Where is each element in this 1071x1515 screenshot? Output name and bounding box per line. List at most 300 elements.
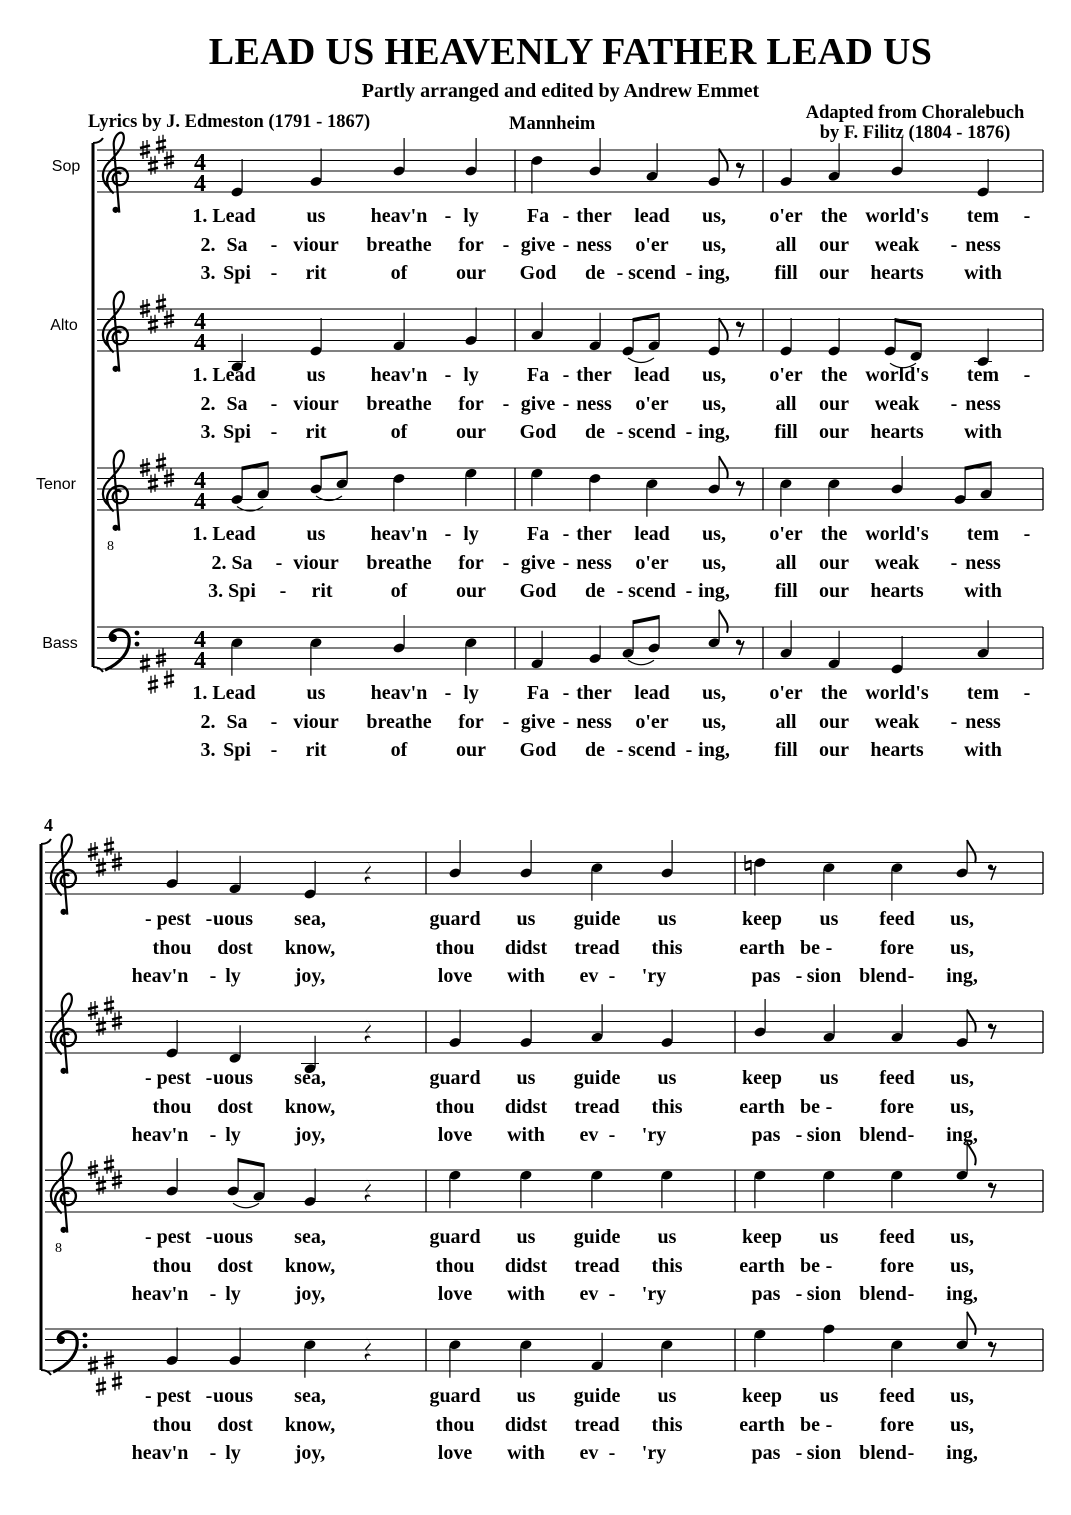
lyric-syllable: earth <box>739 1095 785 1118</box>
lyric-syllable: us <box>306 205 326 227</box>
lyric-syllable: 3. <box>200 421 216 443</box>
lyric-syllable: tem <box>966 364 1000 386</box>
lyric-syllable: - <box>608 965 616 987</box>
lyric-syllable: all <box>775 233 797 256</box>
time-signature-bottom: 4 <box>194 330 206 356</box>
lyric-syllable: - <box>270 739 278 761</box>
lyric-syllable: o'er <box>769 682 803 704</box>
lyric-syllable: blend <box>859 1283 907 1305</box>
lyric-syllable: - <box>502 392 510 415</box>
lyric-syllable: - <box>562 392 570 415</box>
sharp-icon <box>96 1176 106 1195</box>
lyric-syllable: love <box>437 965 473 987</box>
lyric-syllable: be <box>800 1413 820 1436</box>
lyric-syllable: dost <box>217 936 253 959</box>
lyric-syllable: keep <box>742 1226 782 1248</box>
lyric-syllable: - pest <box>144 1067 192 1089</box>
lyric-syllable: sion <box>806 965 842 987</box>
lyric-syllable: - <box>950 392 958 415</box>
lyric-syllable: our <box>819 580 849 602</box>
lyric-syllable: ther <box>576 682 612 704</box>
lyric-syllable: this <box>651 936 683 959</box>
eighth-rest-icon <box>736 162 744 178</box>
lyric-syllable: ing, <box>698 262 730 284</box>
lyric-syllable: sion <box>806 1283 842 1305</box>
lyric-syllable: - <box>907 965 915 987</box>
lyric-syllable: know, <box>284 1413 336 1436</box>
lyric-syllable: didst <box>504 936 548 959</box>
lyric-syllable: joy, <box>294 965 326 987</box>
slur <box>233 1203 259 1208</box>
lyric-syllable: weak <box>874 710 920 733</box>
sharp-icon <box>148 315 158 334</box>
lyric-syllable: be <box>800 1095 820 1118</box>
lyric-syllable: 1. Lead <box>192 364 256 386</box>
lyric-syllable: o'er <box>635 392 669 415</box>
lyric-syllable: scend <box>628 421 676 443</box>
lyric-syllable: us <box>657 1067 677 1089</box>
lyric-syllable: earth <box>739 1413 785 1436</box>
lyric-syllable: 'ry <box>641 1124 667 1146</box>
treble-clef-icon <box>103 451 128 531</box>
lyric-syllable: joy, <box>294 1124 326 1146</box>
note-beam <box>238 1158 264 1167</box>
lyric-syllable: ing, <box>946 965 978 987</box>
lyric-syllable: guide <box>573 1067 621 1089</box>
lyric-syllable: sion <box>806 1442 842 1464</box>
eighth-rest-icon <box>988 1182 996 1198</box>
lyric-syllable: thou <box>435 936 475 959</box>
lyric-syllable: viour <box>293 233 339 256</box>
lyric-syllable: - <box>616 262 624 284</box>
quarter-rest-icon <box>365 860 371 884</box>
lyric-syllable: with <box>507 1124 545 1146</box>
lyric-syllable: our <box>456 580 486 602</box>
lyric-syllable: thou <box>435 1095 475 1118</box>
lyric-syllable: us <box>516 1385 536 1407</box>
lyric-syllable: love <box>437 1124 473 1146</box>
treble-clef-icon <box>51 835 76 915</box>
time-signature-top: 4 <box>194 150 206 176</box>
lyric-syllable: ly <box>225 1283 241 1305</box>
lyric-syllable: of <box>390 421 408 443</box>
lyric-syllable: sion <box>806 1124 842 1146</box>
lyric-syllable: weak <box>874 392 920 415</box>
lyric-syllable: thou <box>152 1413 192 1436</box>
lyric-syllable: ly <box>225 1442 241 1464</box>
lyric-syllable: guard <box>429 1385 481 1407</box>
eighth-rest-icon <box>988 1023 996 1039</box>
lyric-syllable: 2. <box>200 710 216 733</box>
lyric-syllable: lead <box>634 682 670 704</box>
lyric-syllable: heav'n <box>370 682 428 704</box>
lyric-syllable: ly <box>463 682 479 704</box>
lyric-syllable: fore <box>879 1413 915 1436</box>
lyric-syllable: - pest <box>144 1385 192 1407</box>
lyric-syllable: ing, <box>946 1124 978 1146</box>
lyric-syllable: pas <box>751 1442 781 1464</box>
lyric-syllable: sea, <box>294 1226 326 1248</box>
part-label-tenor: Tenor <box>35 476 77 493</box>
sharp-icon <box>140 654 150 673</box>
lyric-syllable: - <box>275 551 283 574</box>
treble-clef-icon <box>103 292 128 372</box>
lyric-syllable: - <box>795 1283 803 1305</box>
lyric-syllable: fill <box>774 580 798 602</box>
lyric-syllable: Sa <box>226 392 248 415</box>
lyric-syllable: us <box>657 1226 677 1248</box>
lyric-syllable: Fa <box>526 205 550 227</box>
natural-icon <box>745 855 751 875</box>
lyric-syllable: - <box>907 1442 915 1464</box>
lyric-syllable: for <box>458 233 484 256</box>
lyric-syllable: de <box>585 580 605 602</box>
lyric-syllable: ly <box>225 965 241 987</box>
lyric-syllable: 3. Spi <box>208 580 256 602</box>
lyric-syllable: us, <box>950 936 974 959</box>
lyric-syllable: - <box>205 1226 213 1248</box>
lyric-syllable: viour <box>293 710 339 733</box>
lyric-syllable: us, <box>702 523 726 545</box>
lyric-syllable: know, <box>284 1095 336 1118</box>
lyric-syllable: hearts <box>870 739 924 761</box>
lyricist-credit: Lyrics by J. Edmeston (1791 - 1867) <box>88 112 371 132</box>
lyric-syllable: tem <box>966 205 1000 227</box>
lyric-syllable: our <box>819 421 849 443</box>
time-signature-bottom: 4 <box>194 489 206 515</box>
lyric-syllable: fore <box>879 1254 915 1277</box>
tune-name: Mannheim <box>509 114 596 134</box>
lyric-syllable: keep <box>742 1385 782 1407</box>
lyric-syllable: us <box>657 908 677 930</box>
lyric-syllable: lead <box>634 523 670 545</box>
lyric-syllable: God <box>519 580 557 602</box>
lyric-syllable: all <box>775 392 797 415</box>
sharp-icon <box>96 1377 106 1396</box>
lyric-syllable: us <box>306 523 326 545</box>
lyric-syllable: weak <box>874 233 920 256</box>
quarter-rest-icon <box>365 1337 371 1361</box>
lyric-syllable: - <box>502 551 510 574</box>
lyric-syllable: - <box>444 523 452 545</box>
lyric-syllable: - <box>444 682 452 704</box>
lyric-syllable: didst <box>504 1413 548 1436</box>
lyric-syllable: o'er <box>635 233 669 256</box>
lyric-syllable: - <box>270 262 278 284</box>
lyric-syllable: breathe <box>366 551 432 574</box>
lyric-syllable: for <box>458 710 484 733</box>
lyric-syllable: keep <box>742 908 782 930</box>
lyric-syllable: - <box>616 739 624 761</box>
time-signature-top: 4 <box>194 627 206 653</box>
lyric-syllable: 2. Sa <box>211 551 253 574</box>
lyric-syllable: heav'n <box>370 205 428 227</box>
note-flag <box>967 1312 976 1335</box>
lyric-syllable: us, <box>702 710 726 733</box>
lyric-syllable: - <box>444 364 452 386</box>
lyric-syllable: rit <box>305 739 327 761</box>
bracket-hook <box>41 839 51 844</box>
lyric-syllable: 'ry <box>641 1442 667 1464</box>
lyric-syllable: pas <box>751 1283 781 1305</box>
lyric-syllable: 1. Lead <box>192 205 256 227</box>
note-beam <box>242 461 268 470</box>
quarter-rest-icon <box>365 1178 371 1202</box>
composer-line-2: by F. Filitz (1804 - 1876) <box>819 123 1011 143</box>
lyric-syllable: ly <box>463 364 479 386</box>
lyric-syllable: us <box>306 364 326 386</box>
lyric-syllable: Spi <box>223 739 251 761</box>
lyric-syllable: us, <box>950 1254 974 1277</box>
lyric-syllable: ly <box>225 1124 241 1146</box>
lyric-syllable: our <box>819 710 849 733</box>
note-beam <box>321 451 347 460</box>
lyric-syllable: tem <box>966 523 1000 545</box>
lyric-syllable: us <box>819 1067 839 1089</box>
lyric-syllable: fore <box>879 1095 915 1118</box>
lyric-syllable: ness <box>576 233 612 256</box>
lyric-syllable: rit <box>305 262 327 284</box>
lyric-syllable: heav'n <box>131 1442 189 1464</box>
lyric-syllable: us <box>819 908 839 930</box>
lyric-syllable: us <box>516 908 536 930</box>
eighth-rest-icon <box>736 639 744 655</box>
lyric-syllable: with <box>507 965 545 987</box>
lyric-syllable: tread <box>574 1254 620 1277</box>
lyric-syllable: - <box>825 1254 833 1277</box>
lyric-syllable: ness <box>965 233 1001 256</box>
lyric-syllable: guide <box>573 1385 621 1407</box>
lyric-syllable: - <box>270 392 278 415</box>
lyric-syllable: us <box>516 1226 536 1248</box>
lyric-syllable: give <box>520 233 556 256</box>
lyric-syllable: us <box>516 1067 536 1089</box>
lyric-syllable: heav'n <box>370 364 428 386</box>
lyric-syllable: de <box>585 421 605 443</box>
lyric-syllable: dost <box>217 1413 253 1436</box>
lyric-syllable: o'er <box>635 710 669 733</box>
lyric-syllable: the <box>820 523 848 545</box>
lyric-syllable: Fa <box>526 682 550 704</box>
lyric-syllable: 2. <box>200 392 216 415</box>
lyric-syllable: guide <box>573 908 621 930</box>
lyric-syllable: - <box>685 739 693 761</box>
lyric-syllable: - <box>950 710 958 733</box>
lyric-syllable: for <box>458 392 484 415</box>
lyric-syllable: - <box>502 710 510 733</box>
lyric-syllable: of <box>390 739 408 761</box>
lyric-syllable: with <box>507 1442 545 1464</box>
lyric-syllable: keep <box>742 1067 782 1089</box>
lyric-syllable: with <box>964 421 1002 443</box>
lyric-syllable: ness <box>965 392 1001 415</box>
lyric-syllable: - <box>685 262 693 284</box>
lyric-syllable: - <box>685 421 693 443</box>
lyric-syllable: uous <box>212 1385 254 1407</box>
composer-line-1: Adapted from Choralebuch <box>805 103 1025 123</box>
sharp-icon <box>104 1155 114 1174</box>
lyric-syllable: give <box>520 710 556 733</box>
lyric-syllable: - <box>616 421 624 443</box>
sharp-icon <box>104 837 114 856</box>
lyric-syllable: ing, <box>946 1442 978 1464</box>
sharp-icon <box>148 474 158 493</box>
lyric-syllable: rit <box>311 580 333 602</box>
lyric-syllable: earth <box>739 1254 785 1277</box>
eighth-rest-icon <box>988 1341 996 1357</box>
lyric-syllable: ly <box>463 523 479 545</box>
lyric-syllable: pas <box>751 1124 781 1146</box>
lyric-syllable: - <box>279 580 287 602</box>
octave-mark: 8 <box>55 1241 62 1256</box>
lyric-syllable: - <box>950 233 958 256</box>
lyric-syllable: de <box>585 262 605 284</box>
lyric-syllable: ing, <box>698 739 730 761</box>
slur <box>628 358 654 363</box>
sharp-icon <box>104 996 114 1015</box>
lyric-syllable: didst <box>504 1095 548 1118</box>
lyric-syllable: ev <box>579 1283 599 1305</box>
lyric-syllable: - pest <box>144 1226 192 1248</box>
treble-clef-icon <box>51 994 76 1074</box>
quarter-rest-icon <box>365 1019 371 1043</box>
lyric-syllable: tem <box>966 682 1000 704</box>
lyric-syllable: ing, <box>946 1283 978 1305</box>
lyric-syllable: joy, <box>294 1442 326 1464</box>
lyric-syllable: - <box>209 1442 217 1464</box>
lyric-syllable: us, <box>702 233 726 256</box>
lyric-syllable: be <box>800 936 820 959</box>
lyric-syllable: our <box>819 233 849 256</box>
lyric-syllable: - <box>205 1385 213 1407</box>
lyric-syllable: for <box>458 551 484 574</box>
lyric-syllable: blend <box>859 1442 907 1464</box>
lyric-syllable: God <box>519 262 557 284</box>
lyric-syllable: - <box>907 1124 915 1146</box>
arranger-credit: Partly arranged and edited by Andrew Emmet <box>361 80 760 102</box>
lyric-syllable: us, <box>950 1413 974 1436</box>
lyric-syllable: - <box>205 908 213 930</box>
lyric-syllable: Spi <box>223 262 251 284</box>
lyric-syllable: this <box>651 1254 683 1277</box>
lyric-syllable: - <box>1023 364 1031 386</box>
lyric-syllable: give <box>520 392 556 415</box>
lyric-syllable: viour <box>293 392 339 415</box>
lyric-syllable: o'er <box>635 551 669 574</box>
lyric-syllable: - <box>616 580 624 602</box>
sharp-icon <box>148 156 158 175</box>
lyric-syllable: 1. Lead <box>192 682 256 704</box>
lyric-syllable: - <box>608 1124 616 1146</box>
lyric-syllable: - <box>270 233 278 256</box>
lyric-syllable: us, <box>702 392 726 415</box>
lyric-syllable: this <box>651 1095 683 1118</box>
lyric-syllable: guide <box>573 1226 621 1248</box>
time-signature-top: 4 <box>194 468 206 494</box>
lyric-syllable: joy, <box>294 1283 326 1305</box>
lyric-syllable: ev <box>579 1124 599 1146</box>
lyric-syllable: o'er <box>769 523 803 545</box>
lyric-syllable: with <box>964 739 1002 761</box>
lyric-syllable: God <box>519 739 557 761</box>
lyric-syllable: - <box>209 965 217 987</box>
lyric-syllable: scend <box>628 739 676 761</box>
lyric-syllable: world's <box>865 205 929 227</box>
lyric-syllable: heav'n <box>131 1283 189 1305</box>
lyric-syllable: know, <box>284 936 336 959</box>
lyric-syllable: Sa <box>226 710 248 733</box>
lyric-syllable: feed <box>879 908 915 930</box>
bass-clef-icon <box>105 630 139 670</box>
lyric-syllable: know, <box>284 1254 336 1277</box>
lyric-syllable: tread <box>574 1095 620 1118</box>
lyric-syllable: God <box>519 421 557 443</box>
lyric-syllable: - <box>907 1283 915 1305</box>
lyric-syllable: scend <box>628 580 676 602</box>
bass-clef-icon <box>53 1332 87 1372</box>
lyric-syllable: world's <box>865 682 929 704</box>
lyric-syllable: world's <box>865 523 929 545</box>
lyric-syllable: - <box>1023 523 1031 545</box>
lyric-syllable: - <box>562 551 570 574</box>
lyric-syllable: - <box>270 710 278 733</box>
lyric-syllable: o'er <box>769 364 803 386</box>
lyric-syllable: - pest <box>144 908 192 930</box>
eighth-rest-icon <box>988 864 996 880</box>
lyric-syllable: thou <box>435 1254 475 1277</box>
lyric-syllable: us, <box>702 551 726 574</box>
lyric-syllable: dost <box>217 1095 253 1118</box>
lyric-syllable: our <box>819 739 849 761</box>
lyric-syllable: fill <box>774 262 798 284</box>
lyric-syllable: ev <box>579 965 599 987</box>
note-beam <box>633 313 659 322</box>
lyric-syllable: Spi <box>223 421 251 443</box>
lyric-syllable: love <box>437 1442 473 1464</box>
lyric-syllable: fore <box>879 936 915 959</box>
lyric-syllable: us, <box>702 364 726 386</box>
lyric-syllable: our <box>819 392 849 415</box>
note-flag <box>719 610 728 633</box>
lyric-syllable: - <box>205 1067 213 1089</box>
lyric-syllable: earth <box>739 936 785 959</box>
part-label-soprano: Sop <box>51 158 81 175</box>
lyric-syllable: breathe <box>366 392 432 415</box>
lyric-syllable: Fa <box>526 364 550 386</box>
lyric-syllable: uous <box>212 1067 254 1089</box>
lyric-syllable: guard <box>429 1067 481 1089</box>
lyric-syllable: - <box>502 233 510 256</box>
lyric-syllable: - <box>825 1095 833 1118</box>
lyric-syllable: 3. <box>200 262 216 284</box>
lyric-syllable: - <box>1023 205 1031 227</box>
lyric-syllable: - <box>825 1413 833 1436</box>
lyric-syllable: us, <box>950 1067 974 1089</box>
part-label-alto: Alto <box>50 317 78 334</box>
lyric-syllable: - <box>685 580 693 602</box>
lyric-syllable: - <box>209 1283 217 1305</box>
lyric-syllable: us, <box>702 205 726 227</box>
lyric-syllable: - <box>562 205 570 227</box>
lyric-syllable: - <box>795 1124 803 1146</box>
lyric-syllable: feed <box>879 1226 915 1248</box>
lyric-syllable: hearts <box>870 262 924 284</box>
lyric-syllable: our <box>456 262 486 284</box>
lyric-syllable: us, <box>950 1095 974 1118</box>
lyric-syllable: - <box>444 205 452 227</box>
lyric-syllable: lead <box>634 364 670 386</box>
lyric-syllable: heav'n <box>370 523 428 545</box>
